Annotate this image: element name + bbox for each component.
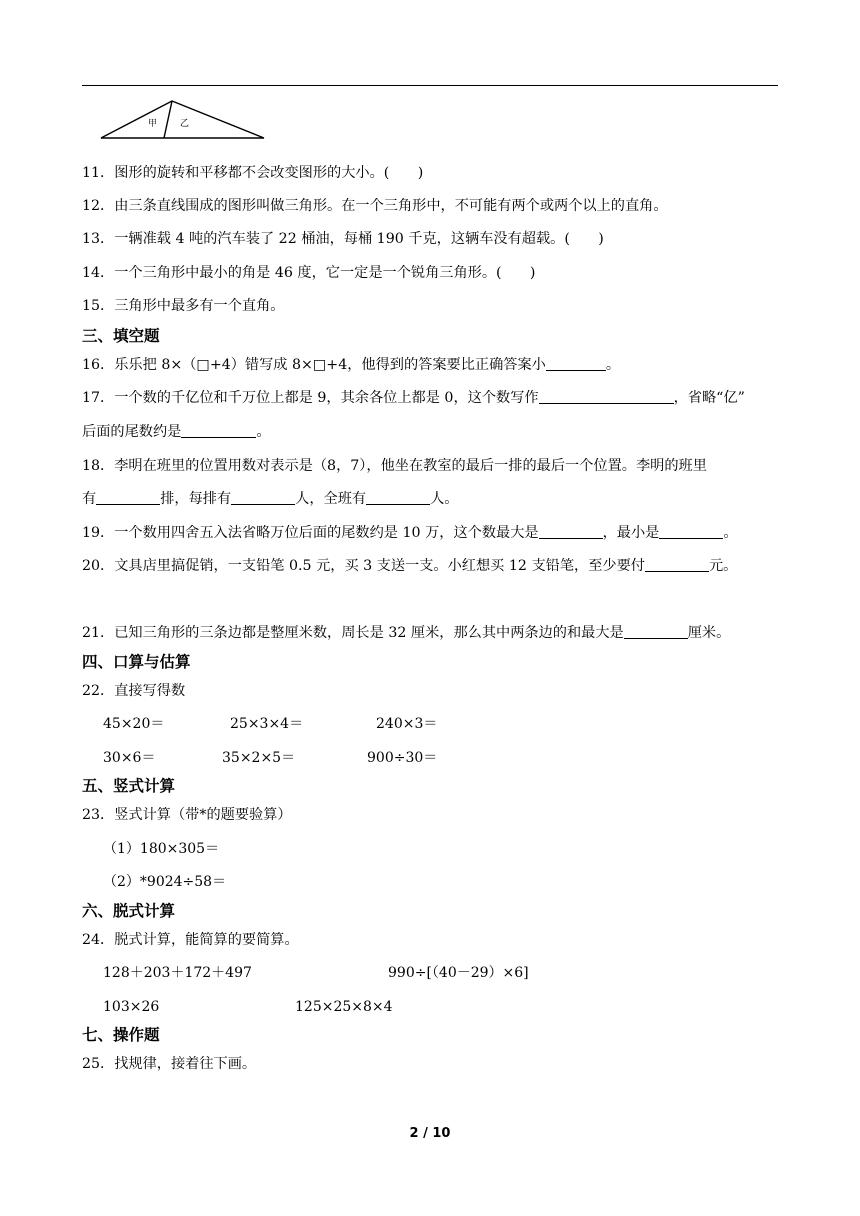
question-22: 22．直接写得数 — [82, 683, 186, 699]
question-14: 14．一个三角形中最小的角是 46 度，它一定是一个锐角三角形。( ) — [82, 265, 536, 281]
question-18-cont — [82, 490, 459, 508]
section-stepwise: 六、脱式计算 — [82, 902, 176, 920]
question-20 — [82, 557, 737, 575]
question-16-text: 16．乐乐把 8×（□+4）错写成 8×□+4，他得到的答案要比正确答案小 — [82, 357, 546, 373]
question-17-text-3: 后面的尾数约是 — [82, 424, 182, 440]
question-13: 13．一辆准载 4 吨的汽车装了 22 桶油，每桶 190 千克，这辆车没有超载。( ) — [82, 231, 604, 247]
answer-blank[interactable] — [645, 557, 709, 572]
question-20-text: 20．文具店里搞促销，一支铅笔 0.5 元，买 3 支送一支。小红想买 12 支铅笔，至少要付 — [82, 558, 645, 574]
answer-blank[interactable] — [539, 389, 674, 404]
question-12: 12．由三条直线围成的图形叫做三角形。在一个三角形中，不可能有两个或两个以上的直角。 — [82, 198, 668, 214]
figure-label-yi: 乙 — [180, 119, 190, 129]
question-25: 25．找规律，接着往下画。 — [82, 1056, 257, 1072]
question-18: 18．李明在班里的位置用数对表示是（8，7），他坐在教室的最后一排的最后一个位置。李明的班里 — [82, 458, 707, 474]
answer-blank[interactable] — [96, 490, 160, 505]
question-23: 23．竖式计算（带*的题要验算） — [82, 807, 292, 823]
oral-expr-6: 900÷30＝ — [367, 750, 438, 766]
vertical-calc-2: （2）*9024÷58＝ — [103, 874, 227, 890]
section-operation: 七、操作题 — [82, 1026, 160, 1044]
stepwise-expr-1: 128＋203＋172＋497 — [103, 965, 252, 981]
stepwise-expr-2: 990÷[（40－29）×6] — [388, 965, 529, 981]
question-17-text: 17．一个数的千亿位和千万位上都是 9，其余各位上都是 0，这个数写作 — [82, 390, 539, 406]
question-24: 24．脱式计算，能简算的要简算。 — [82, 932, 299, 948]
answer-blank[interactable] — [181, 423, 256, 438]
question-15: 15．三角形中最多有一个直角。 — [82, 298, 285, 314]
oral-expr-2: 25×3×4＝ — [230, 716, 304, 732]
question-19-text-2: ，最小是 — [602, 525, 660, 541]
answer-blank[interactable] — [624, 624, 688, 639]
vertical-calc-1: （1）180×305＝ — [103, 841, 220, 857]
triangle-figure — [100, 98, 266, 140]
question-20-end: 元。 — [708, 558, 738, 574]
answer-blank[interactable] — [366, 490, 430, 505]
question-19-text: 19．一个数用四舍五入法省略万位后面的尾数约是 10 万，这个数最大是 — [82, 525, 539, 541]
oral-expr-1: 45×20＝ — [103, 716, 165, 732]
answer-blank[interactable] — [539, 524, 603, 539]
question-11: 11．图形的旋转和平移都不会改变图形的大小。( ) — [82, 165, 424, 181]
question-17-end: 。 — [256, 424, 271, 440]
answer-blank[interactable] — [231, 490, 295, 505]
question-19-end: 。 — [723, 525, 738, 541]
question-17 — [82, 389, 745, 407]
section-oral: 四、口算与估算 — [82, 653, 191, 671]
question-18-text-4: 人，全班有 — [295, 491, 367, 507]
question-16-end: 。 — [605, 357, 621, 373]
answer-blank[interactable] — [546, 356, 606, 371]
stepwise-expr-3: 103×26 — [103, 999, 160, 1015]
section-vertical: 五、竖式计算 — [82, 777, 176, 795]
question-21-end: 厘米。 — [687, 625, 731, 641]
header-rule — [82, 85, 778, 86]
oral-expr-5: 35×2×5＝ — [222, 750, 296, 766]
question-21 — [82, 624, 730, 642]
answer-blank[interactable] — [659, 524, 723, 539]
oral-expr-4: 30×6＝ — [103, 750, 156, 766]
question-17-text-2: ，省略“亿” — [673, 390, 745, 406]
question-19 — [82, 524, 738, 542]
question-18-text-2: 有 — [82, 491, 97, 507]
oral-expr-3: 240×3＝ — [376, 716, 438, 732]
question-18-end: 人。 — [430, 491, 459, 507]
stepwise-expr-4: 125×25×8×4 — [295, 999, 393, 1015]
page-number: 2 / 10 — [409, 1126, 451, 1141]
triangle-divider — [164, 101, 172, 138]
question-16 — [82, 356, 620, 374]
question-18-text-3: 排，每排有 — [160, 491, 232, 507]
section-fill-in: 三、填空题 — [82, 327, 160, 345]
question-21-text: 21．已知三角形的三条边都是整厘米数，周长是 32 厘米，那么其中两条边的和最大是 — [82, 625, 624, 641]
question-17-cont — [82, 423, 271, 441]
figure-label-jia: 甲 — [148, 119, 158, 129]
